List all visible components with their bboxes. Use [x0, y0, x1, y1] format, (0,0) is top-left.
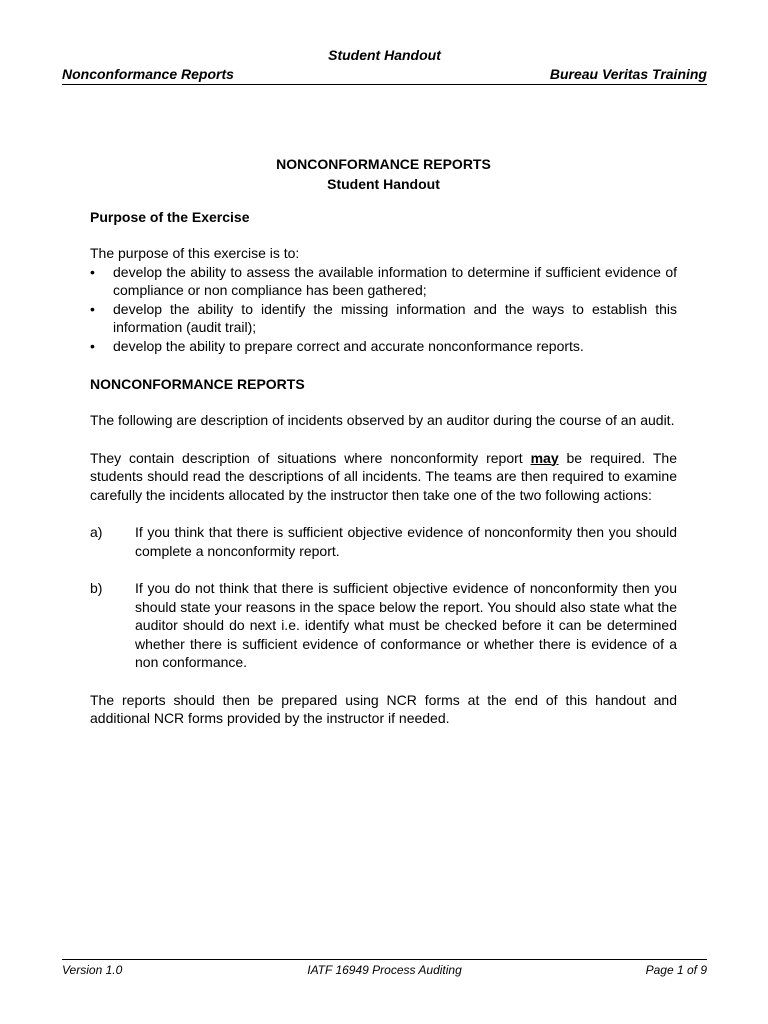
footer-version: Version 1.0: [62, 963, 123, 977]
document-body: [90, 154, 677, 728]
footer-page-number: Page 1 of 9: [645, 963, 707, 977]
header-row: [62, 64, 707, 85]
action-label: b): [90, 580, 103, 596]
ncr-paragraph-1: The following are description of incidents observed by an auditor during the course of an audit.: [90, 412, 675, 428]
action-item-b: [90, 579, 677, 672]
purpose-bullet: • develop the ability to identify the missing information and the ways to establish this information (audit trail);: [90, 300, 677, 337]
purpose-heading: Purpose of the Exercise: [90, 209, 250, 225]
action-item-a: [90, 523, 677, 560]
header-right-title: Bureau Veritas Training: [549, 66, 707, 82]
page-footer: [62, 959, 707, 977]
footer-course: IATF 16949 Process Auditing: [307, 963, 462, 977]
action-text: If you do not think that there is sufficient objective evidence of nonconformity then you should state your reasons in the space below the report. You should also state what the auditor should do next i.e. identify what must be checked before it can be determined whether there is sufficient evidence of conformance or whether there is evidence of a non conformance.: [135, 580, 677, 670]
emphasis-may: may: [530, 449, 559, 466]
header-left-title: Nonconformance Reports: [62, 66, 234, 82]
action-text: If you think that there is sufficient objective evidence of nonconformity then you should complete a nonconformity report.: [135, 524, 677, 559]
header-center-title: Student Handout: [328, 47, 441, 63]
purpose-bullet: • develop the ability to prepare correct and accurate nonconformance reports.: [90, 337, 677, 356]
ncr-paragraph-2: [90, 449, 677, 505]
purpose-intro: The purpose of this exercise is to:: [90, 245, 300, 261]
title-line-2: Student Handout: [327, 176, 440, 192]
title-line-1: NONCONFORMANCE REPORTS: [276, 156, 491, 172]
closing-paragraph: The reports should then be prepared using NCR forms at the end of this handout and additional NCR forms provided by the instructor if needed.: [90, 691, 677, 726]
para2-before-text: They contain description of situations where nonconformity report: [90, 449, 531, 466]
para2-after-text: be required. The students should read the descriptions of all incidents. The teams are then required to examine carefully the incidents allocated by the instructor then take one of the two following actions:: [90, 449, 677, 503]
page-header: [62, 46, 707, 85]
purpose-bullet-list: [90, 263, 677, 356]
purpose-bullet: • develop the ability to assess the available information to determine if sufficient evidence of compliance or non compliance has been gathered;: [90, 263, 677, 300]
action-label: a): [90, 524, 103, 540]
ncr-heading: NONCONFORMANCE REPORTS: [90, 376, 305, 392]
document-title: [90, 154, 677, 194]
